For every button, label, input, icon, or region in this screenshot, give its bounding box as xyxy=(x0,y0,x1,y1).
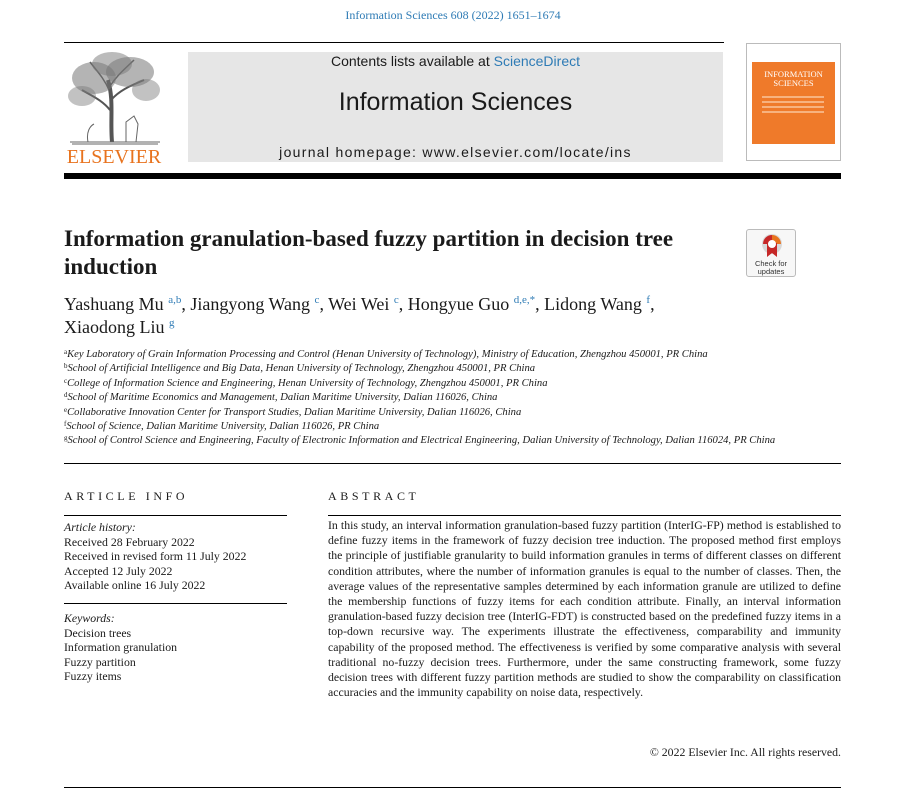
author-affil-sup[interactable]: c xyxy=(393,294,399,306)
paper-title: Information granulation-based fuzzy partition in decision tree induction xyxy=(64,226,674,279)
author[interactable]: Jiangyong Wang $^c$ xyxy=(190,294,320,314)
affiliation: $^e$Collaborative Innovation Center for Transport Studies, Dalian Maritime University, Dalian 116026, China xyxy=(64,405,522,418)
bottom-rule xyxy=(64,787,841,788)
history-label: Article history: xyxy=(64,520,136,534)
citation-link[interactable]: Information Sciences 608 (2022) 1651–1674 xyxy=(345,8,561,22)
affiliation: $^b$School of Artificial Intelligence and Big Data, Henan University of Technology, Zhengzhou 450001, PR China xyxy=(64,362,536,375)
article-info-rule xyxy=(64,515,287,516)
author[interactable]: Yashuang Mu $^{a,b}$ xyxy=(64,294,182,314)
elsevier-wordmark: ELSEVIER xyxy=(66,146,162,168)
article-info-heading: ARTICLE INFO xyxy=(64,489,189,503)
author-list xyxy=(64,293,764,339)
history-item: Available online 16 July 2022 xyxy=(64,578,206,592)
keyword: Fuzzy partition xyxy=(64,654,136,669)
cover-text-lines xyxy=(762,96,824,116)
sciencedirect-link[interactable]: ScienceDirect xyxy=(493,53,580,69)
article-info-rule xyxy=(64,603,287,604)
contents-line xyxy=(188,53,723,69)
keywords xyxy=(64,611,294,684)
author-separator: , xyxy=(181,294,191,314)
header-thick-rule xyxy=(64,173,841,179)
history-item: Accepted 12 July 2022 xyxy=(64,563,173,578)
check-updates-icon xyxy=(761,233,783,259)
affiliation: $^c$College of Information Science and Engineering, Henan University of Technology, Zhengzhou 450001, PR China xyxy=(64,376,548,389)
article-history xyxy=(64,520,294,593)
author-separator: , xyxy=(319,294,329,314)
abstract-heading: ABSTRACT xyxy=(328,489,420,503)
header-rule xyxy=(64,42,724,43)
contents-prefix: Contents lists available at xyxy=(330,53,494,69)
journal-banner xyxy=(188,52,723,162)
author-affil-sup[interactable]: a,b xyxy=(168,294,182,306)
keywords-label: Keywords: xyxy=(64,611,115,625)
copyright-notice: © 2022 Elsevier Inc. All rights reserved. xyxy=(649,745,841,759)
author-separator: , xyxy=(650,294,655,314)
keyword: Information granulation xyxy=(64,640,178,654)
history-item: Received in revised form 11 July 2022 xyxy=(64,549,247,563)
keyword: Fuzzy items xyxy=(64,669,122,683)
abstract-text: In this study, an interval information granulation-based fuzzy partition (InterIG-FP) method is established to define fuzzy items in the framework of fuzzy decision tree induction. The proposed method first employs the principle of justifiable granularity to build information granules in terms of different classes on different condition attributes, where the number of information granules is equal to the number of classes. Then, the average values of the representative samples determined by each information granule are utilized to define the membership functions of fuzzy items for each condition attribute. Finally, an interval information granulation-based fuzzy decision tree (InterIG-FDT) is constructed based on the predefined fuzzy items in a top-down recursive way. The experiments illustrate the effectiveness, comparability and immunity capability of the proposed method. The effectiveness is verified by some comparative analysis with several traditional no-fuzzy decision trees. Furthermore, under the same constructing framework, some fuzzy decision trees with different fuzzy partition methods are studied to show the comparability on classification accuracies and the immunity capability on noise data, respectively. xyxy=(328,518,841,700)
keyword: Decision trees xyxy=(64,625,132,640)
affiliation: $^g$School of Control Science and Engineering, Faculty of Electronic Information and Electrical Engineering, Dalian University of Technology, Dalian 116024, PR China xyxy=(64,434,776,447)
journal-title: Information Sciences xyxy=(338,88,573,116)
author[interactable]: Lidong Wang $^f$ xyxy=(544,294,651,314)
affiliation-list xyxy=(64,348,864,449)
affiliation: $^f$School of Science, Dalian Maritime University, Dalian 116026, PR China xyxy=(64,420,380,433)
cover-title: INFORMATION SCIENCES xyxy=(764,69,823,88)
author-affil-sup[interactable]: c xyxy=(314,294,320,306)
author-separator: , xyxy=(535,294,545,314)
author[interactable]: Wei Wei $^c$ xyxy=(328,294,399,314)
section-rule xyxy=(64,463,841,464)
author-separator: , xyxy=(398,294,408,314)
author-affil-sup[interactable]: d,e,* xyxy=(513,294,536,306)
author[interactable]: Xiaodong Liu $^g$ xyxy=(64,317,175,337)
check-for-updates-badge[interactable] xyxy=(746,229,796,277)
journal-homepage[interactable]: journal homepage: www.elsevier.com/locate/ins xyxy=(279,144,632,160)
abstract-rule xyxy=(328,515,841,516)
cover-panel xyxy=(752,62,835,144)
journal-cover-thumbnail[interactable] xyxy=(746,43,841,161)
history-item: Received 28 February 2022 xyxy=(64,534,195,549)
author-affil-sup[interactable]: f xyxy=(646,294,651,306)
affiliation: $^a$Key Laboratory of Grain Information Processing and Control (Henan University of Technology), Ministry of Education, Zhengzhou 450001, PR China xyxy=(64,348,708,360)
author[interactable]: Hongyue Guo $^{d,e,*}$ xyxy=(407,294,536,314)
check-updates-label: Check for updates xyxy=(754,259,788,276)
author-affil-sup[interactable]: g xyxy=(169,317,175,329)
affiliation: $^d$School of Maritime Economics and Management, Dalian Maritime University, Dalian 116026, China xyxy=(64,391,498,404)
